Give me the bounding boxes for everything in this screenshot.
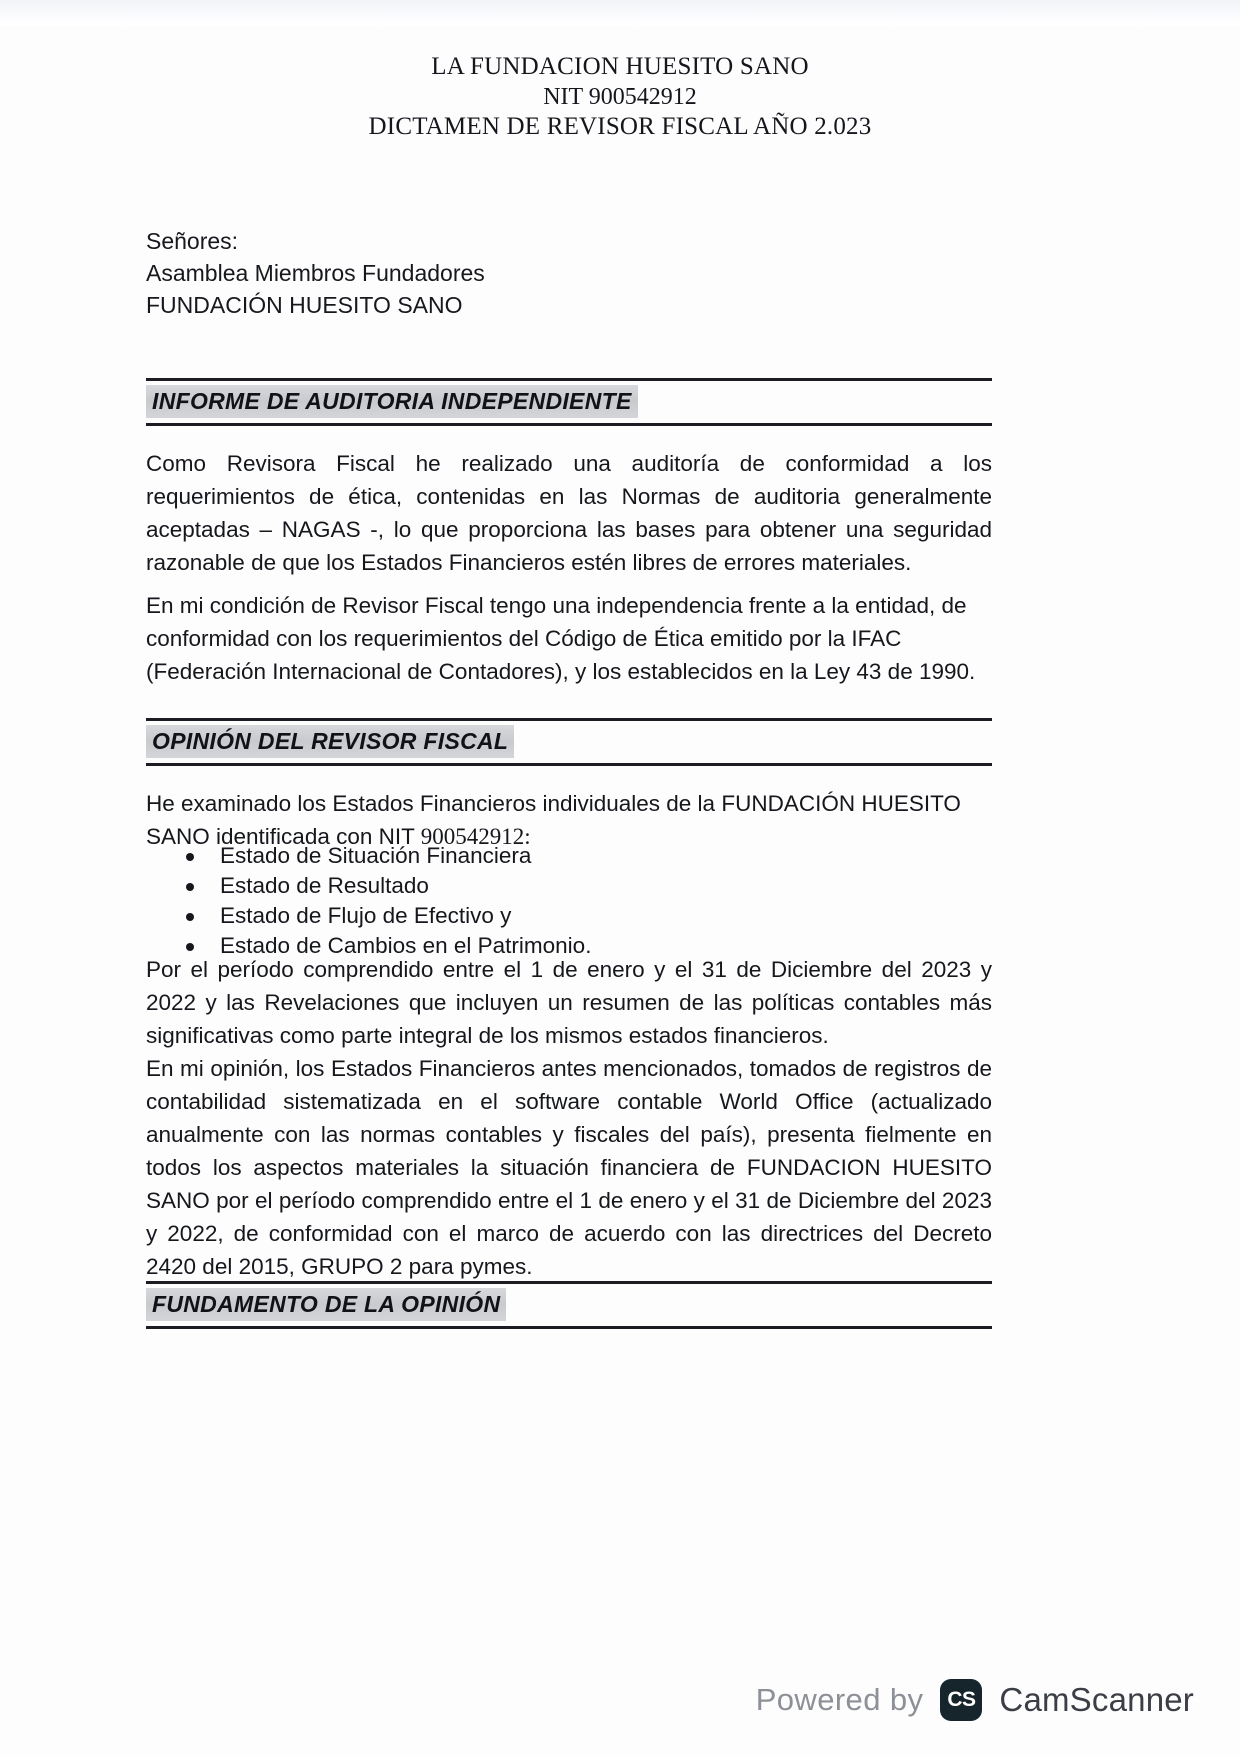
list-item-label: Estado de Situación Financiera bbox=[220, 843, 532, 868]
section-heading-opinion bbox=[146, 718, 992, 766]
section-heading-informe-label: INFORME DE AUDITORIA INDEPENDIENTE bbox=[146, 385, 638, 418]
section-heading-fundamento bbox=[146, 1281, 992, 1329]
addressee-salutation: Señores: bbox=[146, 228, 239, 254]
heading-rule-bottom bbox=[146, 763, 992, 766]
heading-rule-bottom bbox=[146, 423, 992, 426]
heading-rule-bottom bbox=[146, 1326, 992, 1329]
heading-band bbox=[146, 1284, 992, 1326]
paragraph-auditoria-conformidad: Como Revisora Fiscal he realizado una auditoría de conformidad a los requerimientos de ética, contenidas en las Normas de auditoria generalmente aceptadas – NAGAS -, lo que proporciona las bases para obtener una seguridad razonable de que los Estados Financieros estén libres de errores materiales. bbox=[146, 451, 992, 575]
bullet-dot-icon bbox=[186, 853, 194, 861]
scan-edge-gradient bbox=[0, 0, 1240, 26]
camscanner-watermark-inner bbox=[756, 1679, 1194, 1721]
section-heading-informe bbox=[146, 378, 992, 426]
list-item bbox=[146, 901, 992, 931]
powered-by-label: Powered by bbox=[755, 1682, 924, 1717]
header-document-title: DICTAMEN DE REVISOR FISCAL AÑO 2.023 bbox=[368, 113, 872, 140]
section-heading-fundamento-label: FUNDAMENTO DE LA OPINIÓN bbox=[146, 1288, 506, 1321]
list-item-label: Estado de Cambios en el Patrimonio. bbox=[220, 933, 592, 958]
list-item bbox=[146, 871, 992, 901]
bullet-dot-icon bbox=[186, 913, 194, 921]
heading-band bbox=[146, 381, 992, 423]
document-header bbox=[0, 52, 1240, 142]
camscanner-logo-icon bbox=[940, 1679, 982, 1721]
bullet-dot-icon bbox=[186, 943, 194, 951]
paragraph-opinion-final: En mi opinión, los Estados Financieros antes mencionados, tomados de registros de contabilidad sistematizada en el software contable World Office (actualizado anualmente con las normas contables y fiscales del país), presenta fielmente en todos los aspectos materiales la situación financiera de FUNDACION HUESITO SANO por el período comprendido entre el 1 de enero y el 31 de Diciembre del 2023 y 2022, de conformidad con el marco de acuerdo con las directrices del Decreto 2420 del 2015, GRUPO 2 para pymes. bbox=[146, 1056, 992, 1279]
financial-statements-list bbox=[146, 841, 992, 961]
addressee-body: Asamblea Miembros Fundadores bbox=[146, 260, 485, 286]
paragraph-estados-examinados-nit: 900542912: bbox=[420, 824, 531, 849]
paragraph-independencia: En mi condición de Revisor Fiscal tengo una independencia frente a la entidad, de conformidad con los requerimientos del Código de Ética emitido por la IFAC (Federación Internacional de Contadores), y los establecidos en la Ley 43 de 1990. bbox=[146, 593, 976, 684]
section-heading-opinion-label: OPINIÓN DEL REVISOR FISCAL bbox=[146, 725, 514, 758]
paragraph-estados-examinados-lead: He examinado los Estados Financieros individuales de la FUNDACIÓN HUESITO SANO identificada con NIT bbox=[146, 791, 961, 849]
camscanner-watermark bbox=[0, 1661, 1240, 1721]
camscanner-logo-text: CS bbox=[947, 1688, 976, 1711]
list-item-label: Estado de Resultado bbox=[220, 873, 429, 898]
paragraph-periodo-comprendido: Por el período comprendido entre el 1 de enero y el 31 de Diciembre del 2023 y 2022 y las Revelaciones que incluyen un resumen de las políticas contables más significativas como parte integral de los mismos estados financieros. bbox=[146, 957, 992, 1048]
addressee-block bbox=[146, 225, 846, 321]
list-item-label: Estado de Flujo de Efectivo y bbox=[220, 903, 512, 928]
bullet-dot-icon bbox=[186, 883, 194, 891]
header-organization-name: LA FUNDACION HUESITO SANO bbox=[431, 53, 809, 80]
header-nit: NIT 900542912 bbox=[543, 84, 697, 110]
camscanner-brand-label: CamScanner bbox=[999, 1681, 1194, 1718]
heading-band bbox=[146, 721, 992, 763]
list-item bbox=[146, 841, 992, 871]
addressee-entity: FUNDACIÓN HUESITO SANO bbox=[146, 292, 463, 318]
